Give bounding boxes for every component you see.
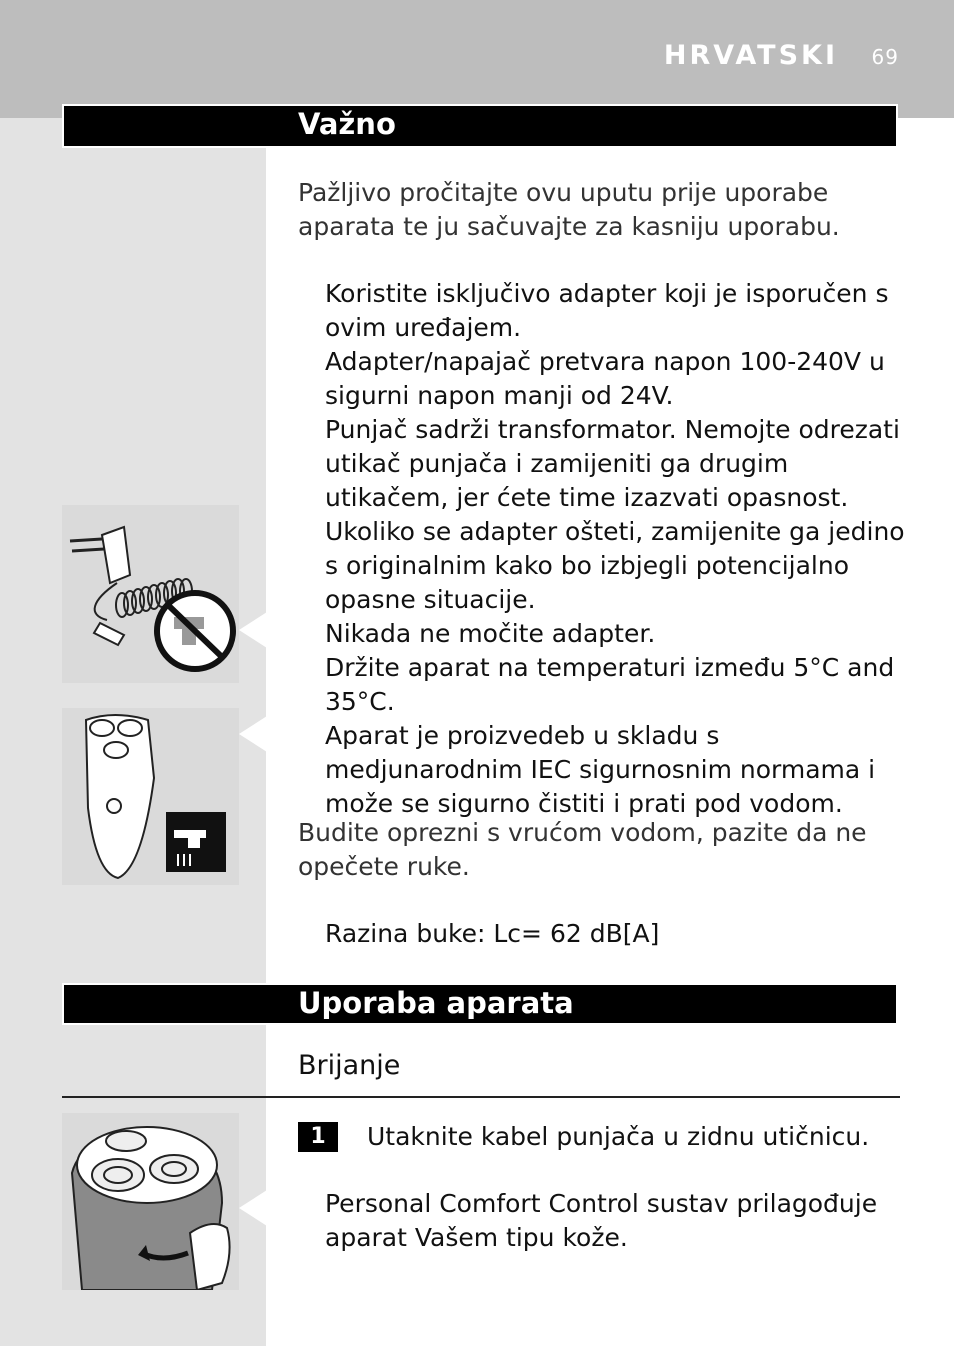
list-item: Nikada ne močite adapter. — [325, 619, 656, 648]
shaver-washable-icon — [62, 708, 239, 885]
comfort-control-note: Personal Comfort Control sustav prilagođuje aparat Vašem tipu kože. — [325, 1189, 878, 1252]
list-item: Držite aparat na temperaturi između 5°C and 35°C. — [325, 653, 895, 716]
hot-water-warning: Budite oprezni s vrućom vodom, pazite da ne opečete ruke. — [298, 818, 867, 881]
page-number: 69 — [871, 45, 899, 69]
noise-level: Razina buke: Lc= 62 dB[A] — [325, 919, 660, 948]
list-item: Aparat je proizvedeb u skladu s medjunarodnim IEC sigurnosnim normama i može se sigurno čistiti i prati pod vodom. — [325, 721, 876, 818]
step-number-badge: 1 — [298, 1122, 338, 1152]
section-header-usage — [62, 983, 898, 1025]
callout-pointer — [239, 612, 267, 648]
safety-list — [325, 277, 905, 821]
list-item: Adapter/napajač pretvara napon 100-240V u sigurni napon manji od 24V. — [325, 347, 885, 410]
language-label: HRVATSKI — [663, 40, 838, 71]
section-header-important — [62, 104, 898, 148]
callout-pointer — [239, 1190, 267, 1226]
section-title: Važno — [298, 107, 396, 141]
list-item: Ukoliko se adapter ošteti, zamijenite ga jedino s originalnim kako bo izbjegli potencijalno opasne situacije. — [325, 517, 905, 614]
callout-pointer — [239, 716, 267, 752]
intro-paragraph: Pažljivo pročitajte ovu uputu prije uporabe aparata te ju sačuvajte za kasniju uporabu. — [298, 178, 840, 241]
subsection-title: Brijanje — [298, 1050, 401, 1081]
list-item: Punjač sadrži transformator. Nemojte odrezati utikač punjača i zamijeniti ga drugim utikačem, jer ćete time izazvati opasnost. — [325, 415, 900, 512]
divider — [62, 1096, 900, 1098]
section-title: Uporaba aparata — [298, 986, 574, 1020]
list-item: Koristite isključivo adapter koji je isporučen s ovim uređajem. — [325, 279, 889, 342]
adapter-no-water-icon — [62, 505, 239, 683]
comfort-control-dial-icon — [62, 1113, 239, 1290]
step-instruction: Utaknite kabel punjača u zidnu utičnicu. — [367, 1122, 870, 1151]
